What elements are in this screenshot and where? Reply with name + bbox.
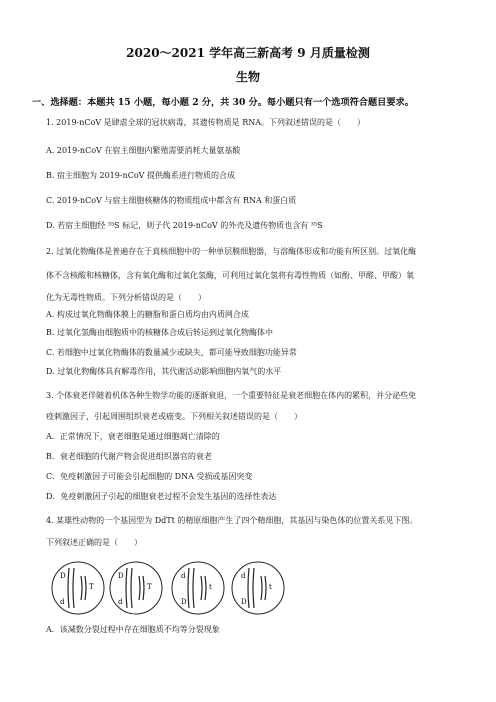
question-3-option-c: C．免疫刺激因子可能会引起细胞的 DNA 受损或基因突变: [46, 472, 253, 481]
question-1-stem: 1. 2019-nCoV 是肆虐全球的冠状病毒，其遗传物质是 RNA。下列叙述错误的是（ ）: [46, 118, 365, 127]
question-1-option-b: B. 宿主细胞为 2019-nCoV 提供酶系进行物质的合成: [46, 171, 235, 180]
question-1-option-d: D. 若宿主细胞经 ³⁵S 标记，则子代 2019-nCoV 的外壳及遗传物质也含有 ³⁵S: [46, 221, 323, 230]
cell-1-label-bottom: d: [60, 598, 65, 606]
question-2-option-b: B. 过氧化氢酶由细胞质中的核糖体合成后转运到过氧化物酶体中: [46, 328, 273, 337]
cell-4-label-right: t: [269, 583, 272, 591]
sperm-cell-4: [232, 562, 284, 614]
question-3-stem-line-2: 疫刺激因子，引起周围组织衰老或癌变。下列相关叙述错误的是（ ）: [46, 412, 302, 421]
cell-3-label-bottom: D: [181, 598, 187, 606]
question-4-stem-line-2: 下列叙述正确的是（ ）: [46, 538, 142, 547]
question-3-option-b: B．衰老细胞的代谢产物会促进组织器官的衰老: [46, 452, 212, 461]
cell-3-label-right: t: [209, 583, 212, 591]
cell-1-label-top: D: [60, 572, 66, 580]
question-1-option-c: C. 2019-nCoV 与宿主细胞核糖体的物质组成中都含有 RNA 和蛋白质: [46, 196, 297, 205]
cell-2-label-bottom: d: [118, 598, 123, 606]
section-heading: 一、选择题：本题共 15 小题，每小题 2 分，共 30 分。每小题只有一个选项符合题目要求。: [32, 97, 414, 108]
question-2-stem-line-3: 化为无毒性物质。下列分析错误的是（ ）: [46, 293, 206, 302]
sperm-cell-3: [172, 562, 224, 614]
page-title: 2020～2021 学年高三新高考 9 月质量检测: [126, 46, 370, 60]
question-4-stem-line-1: 4. 某雄性动物的一个基因型为 DdTt 的精原细胞产生了四个精细胞，其基因与染色体的位置关系见下图。: [46, 516, 418, 525]
question-2-stem-line-2: 体不含核酸和核糖体，含有氧化酶和过氧化氢酶，可利用过氧化氢将有毒性物质（如酚、甲醛、甲酸）氧: [46, 271, 414, 280]
question-3-option-d: D．免疫刺激因子引起的细胞衰老过程不会发生基因的选择性表达: [46, 492, 277, 501]
question-2-option-c: C. 若细胞中过氧化物酶体的数量减少或缺失，都可能导致细胞功能异常: [46, 348, 297, 357]
question-2-stem-line-1: 2. 过氧化物酶体是普遍存在于真核细胞中的一种单层膜细胞器，与溶酶体形成和功能有所区别。过氧化酶: [46, 247, 417, 256]
cell-1-label-right: T: [89, 583, 94, 591]
cell-2-label-top: D: [118, 572, 124, 580]
cell-4-label-bottom: D: [241, 598, 247, 606]
question-3-stem-line-1: 3. 个体衰老伴随着机体各种生物学功能的逐渐衰退，一个重要特征是衰老细胞在体内的累积，并分泌些免: [46, 391, 417, 400]
sperm-cell-1: [52, 562, 104, 614]
subject-heading: 生物: [235, 70, 260, 84]
question-3-option-a: A．正常情况下，衰老细胞是通过细胞凋亡清除的: [46, 432, 220, 441]
cell-3-label-top: d: [181, 572, 186, 580]
cell-4-label-top: d: [241, 572, 246, 580]
question-2-option-a: A. 构成过氧化物酶体膜上的糖脂和蛋白质均由内质网合成: [46, 310, 249, 319]
question-1-option-a: A. 2019-nCoV 在宿主细胞内繁殖需要消耗大量氨基酸: [46, 146, 241, 155]
sperm-cells-figure: [50, 558, 290, 618]
question-4-option-a: A．该减数分裂过程中存在细胞质不均等分裂现象: [46, 625, 220, 634]
cell-2-label-right: T: [147, 583, 152, 591]
question-2-option-d: D. 过氧化物酶体具有解毒作用，其代谢活动影响细胞内氧气的水平: [46, 367, 282, 376]
sperm-cell-2: [110, 562, 162, 614]
